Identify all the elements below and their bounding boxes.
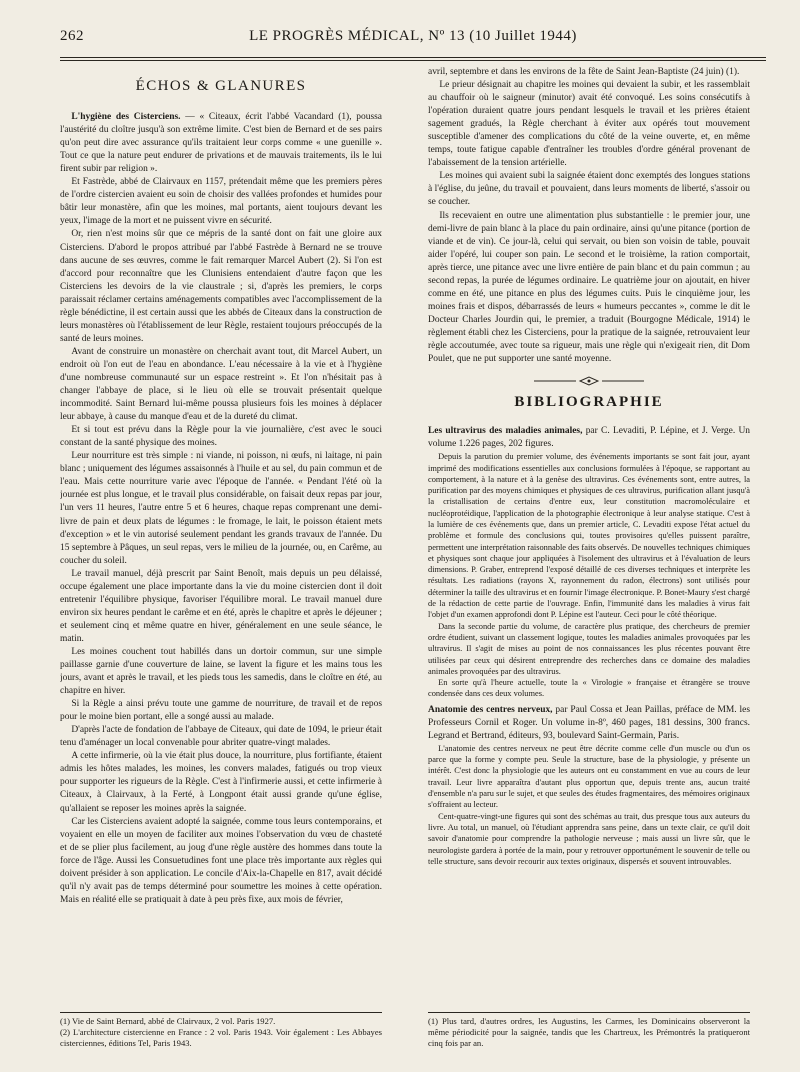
bibliography-review: En sorte qu'à l'heure actuelle, toute la « Virologie » française et étrangère se trouve condensée dans ces deux volumes. bbox=[428, 678, 750, 699]
article-paragraph: Et Fastrède, abbé de Clairvaux en 1157, prétendait même que les premiers pères de l'ordre cistercien avaient eu soin de choisir des vallées profondes et humides pour bâtir leur monastère, afin que les moines, mal portants, aient toujours devant les yeux, l'image de la mort et ne puissent vivre en sécurité. bbox=[60, 177, 382, 227]
bibliography-review: Cent-quatre-vingt-une figures qui sont des schémas au trait, dus presque tous aux auteurs du livre. Au total, un manuel, où l'étudiant apprendra sans peine, dans un texte clair, ce qu'il doit savoir d'anatomie pour comprendre la pathologie nerveuse ; mais aussi un livre sûr, que le neurologiste gardera à portée de la main, pour y retrouver opportunément le souvenir de telle ou telle structure, sans devoir recourir aux textes originaux, dispersés et souvent introuvables. bbox=[428, 811, 750, 866]
page-number: 262 bbox=[60, 28, 84, 44]
header-rule-bottom bbox=[60, 60, 766, 61]
article-lead: L'hygiène des Cisterciens. bbox=[71, 112, 181, 123]
running-head: LE PROGRÈS MÉDICAL, Nº 13 (10 Juillet 1944) bbox=[249, 28, 577, 44]
article-paragraph: Ils recevaient en outre une alimentation plus substantielle : le premier jour, une demi-livre de pain blanc à la place du pain ordinaire, ainsi qu'une pitance (portion de viande et de vin). Ce jour-là, celui qui servait, ou bien son voisin de table, pouvait aider l'opéré, lui couper son pain. Le second et le troisième, la ration comportait, après tierce, une pitance avec une livre entière de pain blanc et du pain commun ; au second repas, la purée de légumes ordinaire. Le quatrième jour on ajoutait, en hiver comme en été, une pitance en plus des légumes cuits. Puis le cinquième jour, les moines frais et dispos, débarrassés de leurs « humeurs peccantes », comme le dit le Docteur Charles Jourdin qui, le premier, a traduit (Bourgogne Médicale, 1914) le règlement établi chez les Cisterciens, pour la pratique de la saignée, retrouvaient leur règle accoutumée, avec toute sa rigueur, mais une règle qui n'exigeait rien, dit Dom Poulet, que ne put supporter une santé moyenne. bbox=[428, 210, 750, 365]
page-header bbox=[60, 28, 766, 50]
bibliography-entry-head: Les ultravirus des maladies animales, par C. Levaditi, P. Lépine, et J. Verge. Un volume 1.226 pages, 202 figures. bbox=[428, 426, 750, 450]
ornament-divider-icon bbox=[428, 376, 750, 386]
bibliography-review: Depuis la parution du premier volume, des événements importants se sont fait jour, ayant imprimé des modifications essentielles aux conclusions formulées à l'époque, se rapportant au comportement, à la nature et à la genèse des ultravirus. Ces événements sont, entre autres, la purification par des moyens chimiques et physiques de ces ultravirus, purification allant jusqu'à la cristallisation de certains d'entre eux, leur constitution macromoléculaire et nucléoprotéidique, l'application de la photographie électronique à leur analyse statique. C'est à la lumière de ces événements que, dans un premier article, C. Levaditi expose l'état actuel du problème et formule des conclusions qui, toutes provisoires qu'elles puissent paraître, permettent une interprétation raisonnable des faits observés. De nouvelles techniques chimiques et physiques sont chaque jour appliquées à l'isolement des ultravirus et à l'évaluation de leurs dimensions. P. Graber, entreprend l'exposé détaillé de ces diverses techniques et interprète les résultats. Les radiations (rayons X, rayonnement du radon, électrons) sont utilisés pour déterminer la taille des ultravirus et en fournir l'image électronique. P. Bonet-Maury s'est chargé de la rédaction de cette partie de l'ouvrage. Enfin, l'immunité dans les maladies à virus fait l'objet d'un examen approfondi dont P. Lépine est l'auteur. Ceci pour le côté théorique. bbox=[428, 452, 750, 620]
article-paragraph: avril, septembre et dans les environs de la fête de Saint Jean-Baptiste (24 juin) (1). bbox=[428, 67, 740, 77]
left-column bbox=[60, 66, 382, 996]
footnote-rule-left bbox=[60, 1012, 382, 1013]
bibliography-entry-title: Les ultravirus des maladies animales, bbox=[428, 426, 583, 437]
right-column bbox=[428, 66, 750, 996]
footnote: (2) L'architecture cistercienne en France : 2 vol. Paris 1943. Voir également : Les Abbayes cisterciennes, éditions Tel, Paris 1943. bbox=[60, 1027, 382, 1049]
section-title-bibliographie: BIBLIOGRAPHIE bbox=[514, 394, 664, 411]
article-paragraph: Avant de construire un monastère on cherchait avant tout, dit Marcel Aubert, un endroit où l'on eut de l'eau en abondance. L'eau nécessaire à la vie et à l'hygiène d'une nombreuse communauté sur un espace restreint ». Et l'on n'hésitait pas à changer l'abbaye de place, si le lieu où elle se trouvait présentait quelque incommodité. Saint Bernard lui-même poussa plusieurs fois les moines à déplacer leur abbaye, à cause du manque d'eau et de la dureté du climat. bbox=[60, 346, 382, 423]
section-title-echos: ÉCHOS & GLANURES bbox=[135, 78, 307, 94]
bibliography-entry-title: Anatomie des centres nerveux, bbox=[428, 704, 553, 715]
article-paragraph: Leur nourriture est très simple : ni viande, ni poisson, ni œufs, ni laitage, ni pain blanc ; uniquement des légumes assaisonnés à l'huile et au sel, du pain commun et de l'eau. Mais cette nourriture varie avec l'époque de l'année. « Pendant l'été où la journée est plus longue, et le travail plus considérable, on faisait deux repas par jour, l'un vers 11 heures, l'autre entre 5 et 6 heures, chaque repas comprenant une demi-livre de pain et deux plats de légumes : le fromage, le lait, le poisson étaient mets d'exception » et le vin autorisé seulement pendant les grands travaux de l'année. Du 15 septembre à Pâques, un seul repas, vers le milieu de la journée, ou, en Carême, au coucher du soleil. bbox=[60, 451, 382, 566]
article-paragraph: Car les Cisterciens avaient adopté la saignée, comme tous leurs contemporains, et voyaient en elle un moyen de faciliter aux moines l'observation du vœu de chasteté et de se plier plus facilement, au joug d'une règle austère des hommes dans toute la force de l'âge. Aussi les Consuetudines font une place très importante aux règles qui doivent présider à son application. Le concile d'Aix-la-Chapelle en 817, avait décidé qu'il n'y avait pas de temps déterminé pour soumettre les moines à cette opération. Mais en réalité elle se pratiquait à date à peu près fixe, aux mois de février, bbox=[60, 816, 382, 905]
bibliography-review: L'anatomie des centres nerveux ne peut être décrite comme celle d'un muscle ou d'un os parce que la forme y compte peu. Seule la structure, base de la physiologie, y présente un intérêt. C'est donc la physiologie que les auteurs ont eu constamment en vue au cours de leur travail. Leur livre apparaîtra d'autant plus opportun que, depuis trente ans, aucun traité d'ensemble n'a paru sur le sujet, et que seules des études fragmentaires, des mémoires originaux s'offraient au lecteur. bbox=[428, 743, 750, 810]
footnotes-right bbox=[428, 1016, 750, 1050]
bibliography-review: Dans la seconde partie du volume, de caractère plus pratique, des chercheurs de premier ordre étudient, suivant un classement logique, toutes les maladies animales provoquées par les ultravirus. Il s'agit de mises au point de nos connaissances les plus récentes pouvant être utilisées par ceux qui désirent entreprendre des recherches dans ce domaine des maladies animales provoquées par des ultravirus. bbox=[428, 621, 750, 676]
article-paragraph: Or, rien n'est moins sûr que ce mépris de la santé dont on fait une gloire aux Cisterciens. D'abord le propos attribué par l'abbé Fastrède à Bernard ne se trouve dans aucune de ses œuvres, comme le fait remarquer Marcel Aubert (2). Si l'on est d'accord pour reconnaître que les Clunisiens entendaient d'autre façon que les Cisterciens les devoirs de la vie claustrale ; si, d'après les premiers, le corps paraissait réclamer certains aménagements compatibles avec l'accomplissement de la règle bénédictine, il est certain aussi que les abbés de Citeaux dans la construction de leurs monastères où l'établissement de leur Règle, restaient toujours préoccupés de la santé de leurs moines. bbox=[60, 229, 382, 344]
article-paragraph: Les moines qui avaient subi la saignée étaient donc exemptés des longues stations à l'église, du jeûne, du travail et pouvaient, dans leurs moments de liberté, s'assoir ou se coucher. bbox=[428, 171, 750, 208]
article-paragraph: A cette infirmerie, où la vie était plus douce, la nourriture, plus fortifiante, étaient admis les hôtes malades, les moines, les convers malades, fatigués ou trop vieux pour supporter les rigueurs de la Règle. C'est à l'infirmerie aussi, et cette infirmerie à Citeaux, à Clairvaux, à la Ferté, à Longpont était aussi grande qu'une église, qu'allaient se reposer les moines après la saignée. bbox=[60, 751, 382, 814]
article-paragraph: Le travail manuel, déjà prescrit par Saint Benoît, mais depuis un peu délaissé, occupe également une place importante dans la vie du moine cistercien dont il doit entretenir l'équilibre physique, favoriser l'équilibre moral. Le travail manuel dure environ six heures pendant le carême et en été, après le chapitre et après le déjeuner ; et seulement cinq et même quatre en hiver, généralement en une seule séance, le matin. bbox=[60, 568, 382, 644]
article-paragraph: Les moines couchent tout habillés dans un dortoir commun, sur une simple paillasse garnie d'une couverture de laine, se lavent la figure et les mains tous les jours, avant et après le travail, et les pieds tous les samedis, dans le cloître en été, au chapitre en hiver. bbox=[60, 646, 382, 697]
article-paragraph: Le prieur désignait au chapitre les moines qui devaient la subir, et les rassemblait au chauffoir où le saigneur (minutor) avait été convoqué. Les soins consécutifs à l'opération duraient quatre jours pendant lesquels le travail et les prières étaient sagement gradués, la Règle cherchant à éviter aux opérés tout mouvement susceptible d'amener des complications du côté de la veine ouverte, et, en même temps, toute fatigue capable d'entraîner les troubles d'ordre général provenant de l'abaissement de la tension artérielle. bbox=[428, 80, 750, 169]
article-paragraph: Et si tout est prévu dans la Règle pour la vie journalière, c'est avec le souci constant de la santé physique des moines. bbox=[60, 425, 382, 449]
bibliography-entry-head: Anatomie des centres nerveux, par Paul Cossa et Jean Paillas, préface de MM. les Professeurs Cornil et Roger. Un volume in-8º, 460 pages, 181 dessins, 300 francs. Legrand et Bertrand, éditeurs, 93, boulevard Saint-Germain, Paris. bbox=[428, 704, 750, 741]
article-paragraph: D'après l'acte de fondation de l'abbaye de Citeaux, qui date de 1094, le prieur était tenu d'aménager un local convenable pour abriter quatre-vingt malades. bbox=[60, 725, 382, 749]
header-rule-top bbox=[60, 57, 766, 58]
footnotes-left bbox=[60, 1016, 382, 1050]
footnote: (1) Vie de Saint Bernard, abbé de Clairvaux, 2 vol. Paris 1927. bbox=[60, 1016, 276, 1026]
footnote-rule-right bbox=[428, 1012, 750, 1013]
article-paragraph: Si la Règle a ainsi prévu toute une gamme de nourriture, de travail et de repos pour le moine bien portant, elle a songé aussi au malade. bbox=[60, 699, 382, 723]
footnote: (1) Plus tard, d'autres ordres, les Augustins, les Carmes, les Dominicains observeront la même périodicité pour la saignée, tandis que les Chartreux, les Prémontrés la pratiqueront cinq fois par an. bbox=[428, 1016, 750, 1049]
article-paragraph: L'hygiène des Cisterciens. — « Citeaux, écrit l'abbé Vacandard (1), poussa l'austérité du cloître jusqu'à son extrême limite. C'est bien de Bernard et de ses pairs qu'on peut dire avec assurance qu'ils traitaient leur corps comme « une guenille ». Tout ce que la nature peut endurer de privations et de mauvais traitements, ils le lui firent subir par religion ». bbox=[60, 112, 382, 175]
